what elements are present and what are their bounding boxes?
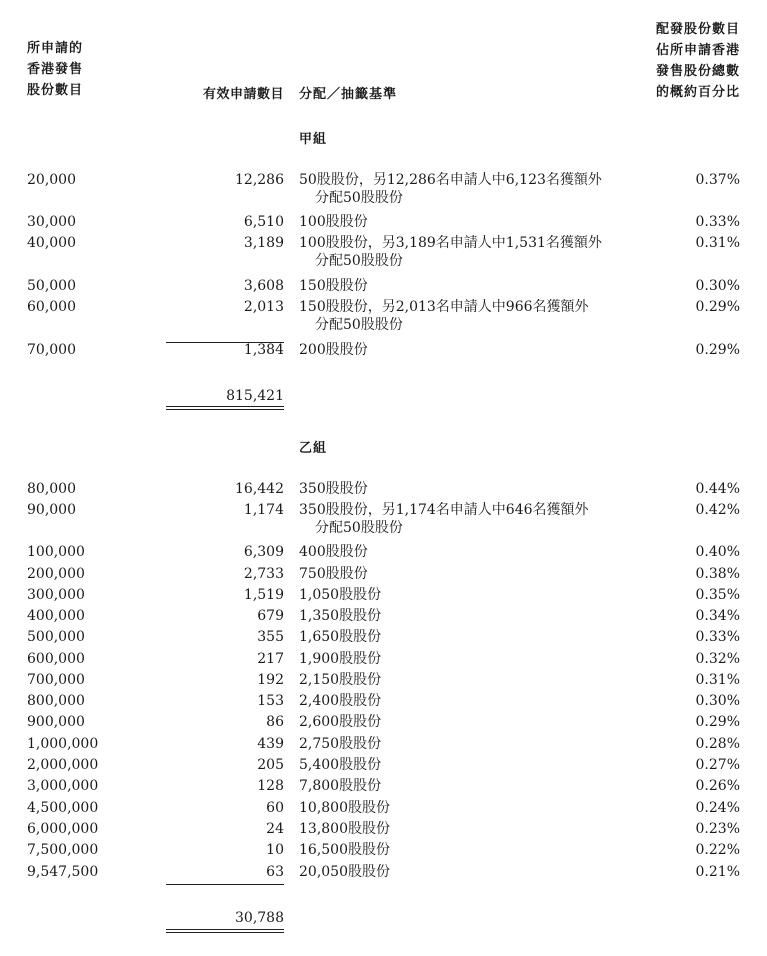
basis-line: 100股股份，另3,189名申請人中1,531名獲額外 (299, 235, 602, 251)
group-b-title: 乙組 (299, 441, 328, 456)
header-line: 香港發售 (27, 62, 84, 77)
percentage-cell: 0.31% (695, 672, 740, 688)
percentage-cell: 0.22% (695, 842, 740, 858)
allocation-basis-cell (299, 735, 381, 753)
basis-line: 400股股份 (299, 544, 368, 560)
basis-line: 2,600股股份 (299, 714, 382, 730)
basis-line: 7,800股股份 (299, 778, 382, 794)
shares-applied-cell: 2,000,000 (27, 757, 99, 773)
header-line: 配發股份數目 (655, 22, 740, 37)
allocation-basis-cell (299, 341, 368, 359)
percentage-cell: 0.28% (695, 736, 740, 752)
total-double-rule (166, 406, 284, 410)
shares-applied-cell: 1,000,000 (27, 736, 99, 752)
header-line: 的概約百分比 (655, 85, 740, 100)
valid-applications-cell: 16,442 (235, 481, 284, 497)
allocation-basis-cell (299, 841, 390, 859)
shares-applied-cell: 60,000 (27, 299, 76, 315)
allocation-basis-cell (299, 671, 381, 689)
shares-applied-cell: 6,000,000 (27, 821, 99, 837)
allocation-basis-cell (299, 234, 602, 270)
basis-line: 2,150股股份 (299, 672, 382, 688)
valid-applications-cell: 192 (257, 672, 284, 688)
basis-line: 1,900股股份 (299, 651, 382, 667)
basis-line: 200股股份 (299, 342, 368, 358)
allocation-basis-cell (299, 213, 368, 231)
percentage-cell: 0.24% (695, 800, 740, 816)
header-line: 有效申請數目 (202, 87, 284, 102)
basis-line: 350股股份 (299, 481, 368, 497)
valid-applications-cell: 6,510 (243, 214, 284, 230)
group-a-title: 甲組 (299, 132, 328, 147)
allocation-basis-cell (299, 799, 390, 817)
basis-line: 100股股份 (299, 214, 368, 230)
percentage-cell: 0.33% (695, 629, 740, 645)
header-allocation-basis (299, 84, 397, 105)
allocation-basis-cell (299, 756, 381, 774)
shares-applied-cell: 4,500,000 (27, 800, 99, 816)
percentage-cell: 0.42% (695, 502, 740, 518)
group-total: 30,788 (235, 910, 284, 926)
shares-applied-cell: 30,000 (27, 214, 76, 230)
basis-line: 分配50股股份 (315, 190, 403, 206)
valid-applications-cell: 355 (257, 629, 284, 645)
basis-line: 750股股份 (299, 566, 368, 582)
shares-applied-cell: 200,000 (27, 566, 85, 582)
percentage-cell: 0.29% (695, 342, 740, 358)
valid-applications-cell: 63 (266, 864, 284, 880)
basis-line: 5,400股股份 (299, 757, 382, 773)
allocation-basis-cell (299, 607, 381, 625)
basis-line: 150股股份，另2,013名申請人中966名獲額外 (299, 299, 589, 315)
valid-applications-cell: 60 (266, 800, 284, 816)
basis-line: 1,350股股份 (299, 608, 382, 624)
percentage-cell: 0.30% (695, 278, 740, 294)
allocation-basis-cell (299, 820, 390, 838)
header-approx-percentage (656, 19, 740, 103)
percentage-cell: 0.27% (695, 757, 740, 773)
shares-applied-cell: 40,000 (27, 235, 76, 251)
valid-applications-cell: 2,013 (243, 299, 284, 315)
subtotal-rule (166, 884, 284, 885)
header-valid-applications (190, 84, 284, 105)
valid-applications-cell: 2,733 (243, 566, 284, 582)
header-line: 所申請的 (27, 41, 84, 56)
basis-line: 2,400股股份 (299, 693, 382, 709)
header-line: 佔所申請香港 (655, 43, 740, 58)
percentage-cell: 0.30% (695, 693, 740, 709)
valid-applications-cell: 1,384 (243, 342, 284, 358)
percentage-cell: 0.37% (695, 172, 740, 188)
basis-line: 分配50股股份 (315, 253, 403, 269)
percentage-cell: 0.29% (695, 714, 740, 730)
shares-applied-cell: 3,000,000 (27, 778, 99, 794)
shares-applied-cell: 500,000 (27, 629, 85, 645)
header-shares-applied (27, 38, 83, 101)
allocation-basis-cell (299, 277, 368, 295)
group-total: 815,421 (226, 388, 284, 404)
valid-applications-cell: 12,286 (235, 172, 284, 188)
allocation-basis-cell (299, 628, 381, 646)
header-line: 股份數目 (27, 83, 84, 98)
percentage-cell: 0.44% (695, 481, 740, 497)
shares-applied-cell: 400,000 (27, 608, 85, 624)
basis-line: 13,800股股份 (299, 821, 390, 837)
valid-applications-cell: 24 (266, 821, 284, 837)
shares-applied-cell: 20,000 (27, 172, 76, 188)
allocation-basis-cell (299, 586, 381, 604)
valid-applications-cell: 1,519 (243, 587, 284, 603)
shares-applied-cell: 100,000 (27, 544, 85, 560)
allocation-basis-cell (299, 298, 589, 334)
shares-applied-cell: 90,000 (27, 502, 76, 518)
valid-applications-cell: 153 (257, 693, 284, 709)
percentage-cell: 0.31% (695, 235, 740, 251)
valid-applications-cell: 10 (266, 842, 284, 858)
percentage-cell: 0.32% (695, 651, 740, 667)
basis-line: 350股股份，另1,174名申請人中646名獲額外 (299, 502, 589, 518)
shares-applied-cell: 900,000 (27, 714, 85, 730)
shares-applied-cell: 50,000 (27, 278, 76, 294)
subtotal-rule (166, 342, 284, 343)
valid-applications-cell: 3,189 (243, 235, 284, 251)
valid-applications-cell: 1,174 (243, 502, 284, 518)
header-line: 分配／抽籤基準 (299, 87, 398, 102)
basis-line: 20,050股股份 (299, 864, 390, 880)
basis-line: 150股股份 (299, 278, 368, 294)
shares-applied-cell: 300,000 (27, 587, 85, 603)
basis-line: 分配50股股份 (315, 520, 403, 536)
percentage-cell: 0.23% (695, 821, 740, 837)
shares-applied-cell: 9,547,500 (27, 864, 99, 880)
valid-applications-cell: 439 (257, 736, 284, 752)
valid-applications-cell: 86 (266, 714, 284, 730)
allocation-basis-cell (299, 863, 390, 881)
basis-line: 2,750股股份 (299, 736, 382, 752)
valid-applications-cell: 205 (257, 757, 284, 773)
percentage-cell: 0.33% (695, 214, 740, 230)
shares-applied-cell: 800,000 (27, 693, 85, 709)
shares-applied-cell: 70,000 (27, 342, 76, 358)
percentage-cell: 0.26% (695, 778, 740, 794)
allocation-basis-cell (299, 480, 368, 498)
allocation-basis-cell (299, 543, 368, 561)
total-double-rule (166, 929, 284, 933)
allocation-basis-cell (299, 650, 381, 668)
shares-applied-cell: 600,000 (27, 651, 85, 667)
valid-applications-cell: 679 (257, 608, 284, 624)
allocation-basis-cell (299, 565, 368, 583)
basis-line: 分配50股股份 (315, 317, 403, 333)
percentage-cell: 0.35% (695, 587, 740, 603)
percentage-cell: 0.40% (695, 544, 740, 560)
percentage-cell: 0.38% (695, 566, 740, 582)
valid-applications-cell: 6,309 (243, 544, 284, 560)
allocation-basis-cell (299, 713, 381, 731)
percentage-cell: 0.29% (695, 299, 740, 315)
allocation-basis-cell (299, 171, 602, 207)
basis-line: 50股股份，另12,286名申請人中6,123名獲額外 (299, 172, 602, 188)
percentage-cell: 0.34% (695, 608, 740, 624)
shares-applied-cell: 80,000 (27, 481, 76, 497)
allocation-basis-cell (299, 777, 381, 795)
valid-applications-cell: 128 (257, 778, 284, 794)
shares-applied-cell: 700,000 (27, 672, 85, 688)
valid-applications-cell: 3,608 (243, 278, 284, 294)
basis-line: 10,800股股份 (299, 800, 390, 816)
allocation-basis-cell (299, 692, 381, 710)
header-line: 發售股份總數 (655, 64, 740, 79)
basis-line: 16,500股股份 (299, 842, 390, 858)
percentage-cell: 0.21% (695, 864, 740, 880)
shares-applied-cell: 7,500,000 (27, 842, 99, 858)
allocation-basis-cell (299, 501, 589, 537)
basis-line: 1,650股股份 (299, 629, 382, 645)
basis-line: 1,050股股份 (299, 587, 382, 603)
valid-applications-cell: 217 (257, 651, 284, 667)
